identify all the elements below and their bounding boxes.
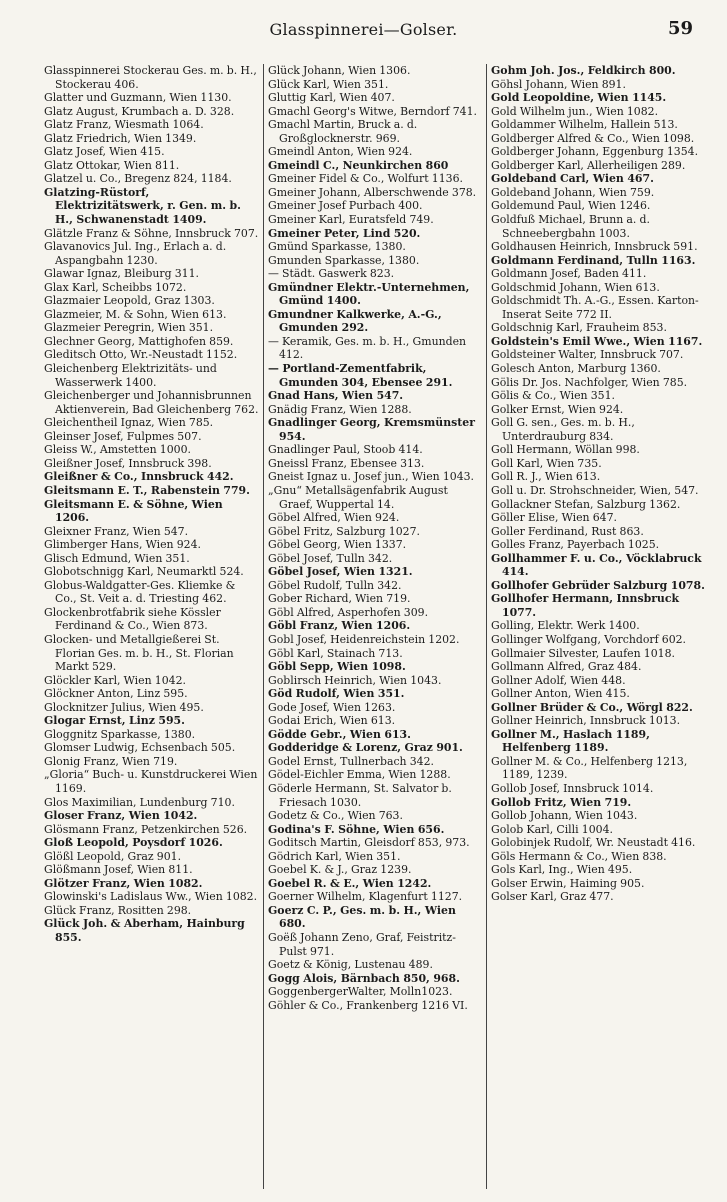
directory-entry: Goldstein's Emil Wwe., Wien 1167. <box>491 334 703 348</box>
directory-entry: Göbl Karl, Stainach 713. <box>268 646 403 660</box>
directory-entry: Gluttig Karl, Wien 407. <box>268 91 395 105</box>
directory-entry: Gmachl Georg's Witwe, Berndorf 741. <box>268 104 477 118</box>
directory-entry: Glimberger Hans, Wien 924. <box>44 538 201 552</box>
directory-entry: Gollmaier Silvester, Laufen 1018. <box>491 646 675 660</box>
directory-entry: Goldberger Alfred & Co., Wien 1098. <box>491 131 695 145</box>
directory-entry: Glößl Leopold, Graz 901. <box>44 849 182 863</box>
directory-entry: Goll R. J., Wien 613. <box>491 470 601 484</box>
directory-entry: Gleitsmann E. & Söhne, Wien 1206. <box>44 497 223 525</box>
directory-entry: Göbel Georg, Wien 1337. <box>268 538 407 552</box>
directory-entry: Göbl Franz, Wien 1206. <box>268 619 411 633</box>
directory-entry: Glax Karl, Scheibbs 1072. <box>44 280 187 294</box>
directory-entry: Gleichenberger und Johannisbrunnen Aktienverein, Bad Gleichenberg 762. <box>44 389 259 416</box>
directory-entry: Godina's F. Söhne, Wien 656. <box>268 822 445 836</box>
directory-entry: Göbel Fritz, Salzburg 1027. <box>268 524 420 538</box>
directory-entry: Glomser Ludwig, Echsenbach 505. <box>44 741 236 755</box>
directory-entry: Gmeiner Johann, Alberschwende 378. <box>268 185 477 199</box>
directory-entry: Glazmaier Leopold, Graz 1303. <box>44 294 215 308</box>
directory-entry: Goll u. Dr. Strohschneider, Wien, 547. <box>491 483 699 497</box>
directory-entry: Gleinser Josef, Fulpmes 507. <box>44 429 202 443</box>
directory-column-left <box>40 64 263 1189</box>
directory-entry: Glatter und Guzmann, Wien 1130. <box>44 91 232 105</box>
directory-entry: Gollinger Wolfgang, Vorchdorf 602. <box>491 632 687 646</box>
directory-entry: Goebel K. & J., Graz 1239. <box>268 863 412 877</box>
directory-entry: Glösmann Franz, Petzenkirchen 526. <box>44 822 248 836</box>
directory-entry: Goblirsch Heinrich, Wien 1043. <box>268 673 442 687</box>
directory-column-right <box>486 64 709 1189</box>
directory-entry: Glockenbrotfabrik siehe Kössler Ferdinand & Co., Wien 873. <box>44 605 221 633</box>
directory-entry: Gnad Hans, Wien 547. <box>268 389 404 403</box>
directory-entry: — Städt. Gaswerk 823. <box>268 267 395 281</box>
directory-entry: Goll Karl, Wien 735. <box>491 456 602 470</box>
directory-entry: Gölis & Co., Wien 351. <box>491 389 615 403</box>
directory-entry: Glätzle Franz & Söhne, Innsbruck 707. <box>44 226 259 240</box>
directory-entry: Göbl Alfred, Asperhofen 309. <box>268 605 429 619</box>
directory-entry: Golobinjek Rudolf, Wr. Neustadt 416. <box>491 836 696 850</box>
directory-entry: Glatz Friedrich, Wien 1349. <box>44 131 197 145</box>
directory-entry: Gollner Anton, Wien 415. <box>491 687 630 701</box>
directory-entry: Goldschnig Karl, Frauheim 853. <box>491 321 667 335</box>
directory-entry: Glötzer Franz, Wien 1082. <box>44 876 203 890</box>
page-header <box>0 0 727 50</box>
directory-entry: Göderle Hermann, St. Salvator b. Friesach 1030. <box>268 781 452 809</box>
directory-entry: Glisch Edmund, Wien 351. <box>44 551 190 565</box>
directory-entry: Göbel Josef, Tulln 342. <box>268 551 393 565</box>
directory-entry: Göls Hermann & Co., Wien 838. <box>491 849 667 863</box>
directory-entry: Golesch Anton, Marburg 1360. <box>491 362 661 376</box>
directory-entry: Göbel Alfred, Wien 924. <box>268 511 400 525</box>
directory-entry: Goerz C. P., Ges. m. b. H., Wien 680. <box>268 903 456 931</box>
directory-entry: Gobl Josef, Heidenreichstein 1202. <box>268 632 460 646</box>
directory-entry: Glocknitzer Julius, Wien 495. <box>44 700 204 714</box>
directory-entry: Gold Wilhelm jun., Wien 1082. <box>491 104 659 118</box>
directory-entry: Gleixner Franz, Wien 547. <box>44 524 189 538</box>
directory-entry: Gleiss W., Amstetten 1000. <box>44 443 191 457</box>
directory-entry: Gols Karl, Ing., Wien 495. <box>491 863 633 877</box>
directory-entry: Glazmeier, M. & Sohn, Wien 613. <box>44 307 227 321</box>
directory-entry: Gleißner & Co., Innsbruck 442. <box>44 470 234 484</box>
directory-entry: Godderidge & Lorenz, Graz 901. <box>268 741 463 755</box>
directory-entry: Golob Karl, Cilli 1004. <box>491 822 613 836</box>
directory-entry: Goldsteiner Walter, Innsbruck 707. <box>491 348 684 362</box>
directory-entry: Glück Joh. & Aberham, Hainburg 855. <box>44 917 245 944</box>
directory-entry: Glößmann Josef, Wien 811. <box>44 863 193 877</box>
directory-entry: Golles Franz, Payerbach 1025. <box>491 538 660 552</box>
directory-entry: Göbel Josef, Wien 1321. <box>268 565 413 579</box>
directory-entry: Goll Hermann, Wöllan 998. <box>491 443 640 457</box>
directory-entry: Gödde Gebr., Wien 613. <box>268 727 411 741</box>
directory-entry: Göd Rudolf, Wien 351. <box>268 687 405 701</box>
directory-entry: Glatz Franz, Wiesmath 1064. <box>44 118 204 132</box>
directory-entry: Goerner Wilhelm, Klagenfurt 1127. <box>268 890 463 904</box>
directory-entry: Goller Ferdinand, Rust 863. <box>491 524 644 538</box>
directory-entry: Gmeindl C., Neunkirchen 860 <box>268 158 449 172</box>
directory-entry: Gnadlinger Georg, Kremsmünster 954. <box>268 416 475 443</box>
directory-entry: Göller Elise, Wien 647. <box>491 511 617 525</box>
directory-column-middle <box>263 64 486 1189</box>
directory-entry: Goldmann Ferdinand, Tulln 1163. <box>491 253 696 267</box>
directory-entry: Gollner M., Haslach 1189, Helfenberg 1189. <box>491 727 650 755</box>
directory-entry: Göbel Rudolf, Tulln 342. <box>268 578 402 592</box>
directory-entry: Gollmann Alfred, Graz 484. <box>491 660 642 674</box>
directory-entry: Godai Erich, Wien 613. <box>268 714 396 728</box>
directory-entry: Gmunden Sparkasse, 1380. <box>268 253 420 267</box>
directory-entry: Gmachl Martin, Bruck a. d. Großglocknerstr. 969. <box>268 118 418 145</box>
directory-entry: Glück Karl, Wien 351. <box>268 77 389 91</box>
directory-entry: Glatz August, Krumbach a. D. 328. <box>44 104 235 118</box>
directory-entry: Gnadlinger Paul, Stoob 414. <box>268 443 423 457</box>
directory-entry: Gödel-Eichler Emma, Wien 1288. <box>268 768 451 782</box>
directory-entry: Godel Ernst, Tullnerbach 342. <box>268 754 434 768</box>
directory-entry: Gode Josef, Wien 1263. <box>268 700 396 714</box>
directory-entry: Glatzing-Rüstorf, Elektrizitätswerk, r. Gen. m. b. H., Schwanenstadt 1409. <box>44 185 241 227</box>
directory-entry: Glatzel u. Co., Bregenz 824, 1184. <box>44 172 232 186</box>
directory-entry: Goëß Johann Zeno, Graf, Feistritz-Pulst 971. <box>268 931 456 958</box>
directory-entry: Glocken- und Metallgießerei St. Florian Ges. m. b. H., St. Florian Markt 529. <box>44 632 234 674</box>
directory-entry: Gleichenberg Elektrizitäts- und Wasserwerk 1400. <box>44 362 217 389</box>
directory-entry: Gollob Johann, Wien 1043. <box>491 809 638 823</box>
directory-entry: Gleditsch Otto, Wr.-Neustadt 1152. <box>44 348 238 362</box>
directory-entry: „Gloria“ Buch- u. Kunstdruckerei Wien 1169. <box>44 768 258 795</box>
directory-entry: Glatz Josef, Wien 415. <box>44 145 165 159</box>
directory-entry: Golker Ernst, Wien 924. <box>491 402 624 416</box>
directory-entry: Glechner Georg, Mattighofen 859. <box>44 334 234 348</box>
directory-entry: Gohm Joh. Jos., Feldkirch 800. <box>491 64 676 77</box>
directory-columns <box>40 64 710 1189</box>
directory-entry: Goldeband Johann, Wien 759. <box>491 185 655 199</box>
directory-entry: Gmündner Elektr.-Unternehmen, Gmünd 1400. <box>268 280 470 308</box>
page-number: 59 <box>667 18 693 39</box>
directory-entry: Gmünd Sparkasse, 1380. <box>268 240 406 254</box>
directory-entry: Glazmeier Peregrin, Wien 351. <box>44 321 214 335</box>
directory-entry: Glavanovics Jul. Ing., Erlach a. d. Aspangbahn 1230. <box>44 240 227 267</box>
directory-entry: Gmundner Kalkwerke, A.-G., Gmunden 292. <box>268 307 442 335</box>
directory-entry: Gleißner Josef, Innsbruck 398. <box>44 456 212 470</box>
directory-entry: Glos Maximilian, Lundenburg 710. <box>44 795 235 809</box>
directory-entry: Goll G. sen., Ges. m. b. H., Unterdrauburg 834. <box>491 416 635 443</box>
running-head-title: Glasspinnerei—Golser. <box>269 20 458 39</box>
directory-entry: Gmeiner Josef Purbach 400. <box>268 199 423 213</box>
directory-entry: Goetz & König, Lustenau 489. <box>268 958 433 972</box>
directory-entry: Glawar Ignaz, Bleiburg 311. <box>44 267 199 281</box>
directory-entry: — Keramik, Ges. m. b. H., Gmunden 412. <box>268 334 467 362</box>
directory-entry: Gollob Josef, Innsbruck 1014. <box>491 781 654 795</box>
directory-entry: Glatz Ottokar, Wien 811. <box>44 158 180 172</box>
directory-entry: Göhler & Co., Frankenberg 1216 VI. <box>268 998 468 1012</box>
directory-entry: Goebel R. & E., Wien 1242. <box>268 876 432 890</box>
directory-entry: Gmeiner Karl, Euratsfeld 749. <box>268 213 434 227</box>
directory-entry: Glöckner Anton, Linz 595. <box>44 687 188 701</box>
directory-entry: Gölis Dr. Jos. Nachfolger, Wien 785. <box>491 375 688 389</box>
directory-entry: Gollner Brüder & Co., Wörgl 822. <box>491 700 693 714</box>
directory-entry: Golser Erwin, Haiming 905. <box>491 876 645 890</box>
directory-entry: Glowinski's Ladislaus Ww., Wien 1082. <box>44 890 258 904</box>
directory-entry: Godetz & Co., Wien 763. <box>268 809 403 823</box>
directory-entry: Goldmann Josef, Baden 411. <box>491 267 647 281</box>
directory-entry: Gollhammer F. u. Co., Vöcklabruck 414. <box>491 551 702 579</box>
directory-entry: Globotschnigg Karl, Neumarktl 524. <box>44 565 244 579</box>
directory-entry: Gloß Leopold, Poysdorf 1026. <box>44 836 223 850</box>
directory-entry: Goldschmidt Th. A.-G., Essen. Karton-Inserat Seite 772 II. <box>491 294 699 321</box>
directory-entry: Gneissl Franz, Ebensee 313. <box>268 456 425 470</box>
directory-entry: Gmeindl Anton, Wien 924. <box>268 145 413 159</box>
directory-entry: Gollhofer Hermann, Innsbruck 1077. <box>491 592 680 619</box>
directory-entry: Gloggnitz Sparkasse, 1380. <box>44 727 196 741</box>
directory-entry: Gollner Adolf, Wien 448. <box>491 673 626 687</box>
directory-entry: Gollner Heinrich, Innsbruck 1013. <box>491 714 681 728</box>
directory-entry: Goldhausen Heinrich, Innsbruck 591. <box>491 240 698 254</box>
directory-entry: Gollner M. & Co., Helfenberg 1213, 1189, 1239. <box>491 754 688 782</box>
directory-entry: GoggenbergerWalter, Molln1023. <box>268 985 453 999</box>
directory-entry: Goldberger Johann, Eggenburg 1354. <box>491 145 699 159</box>
directory-entry: Glück Franz, Rositten 298. <box>44 903 192 917</box>
directory-entry: Göbl Sepp, Wien 1098. <box>268 660 406 674</box>
directory-entry: „Gnu“ Metallsägenfabrik August Graef, Wuppertal 14. <box>268 483 448 511</box>
directory-entry: Gogg Alois, Bärnbach 850, 968. <box>268 971 460 985</box>
directory-entry: Gloser Franz, Wien 1042. <box>44 809 198 823</box>
directory-entry: Gollhofer Gebrüder Salzburg 1078. <box>491 578 705 592</box>
directory-entry: Goldschmid Johann, Wien 613. <box>491 280 660 294</box>
directory-entry: Glück Johann, Wien 1306. <box>268 64 411 77</box>
directory-entry: Gnädig Franz, Wien 1288. <box>268 402 412 416</box>
directory-entry: Gober Richard, Wien 719. <box>268 592 411 606</box>
directory-entry: Glonig Franz, Wien 719. <box>44 754 178 768</box>
directory-entry: Gollackner Stefan, Salzburg 1362. <box>491 497 681 511</box>
directory-entry: Goditsch Martin, Gleisdorf 853, 973. <box>268 836 470 850</box>
directory-entry: Gödrich Karl, Wien 351. <box>268 849 401 863</box>
directory-entry: Globus-Waldgatter-Ges. Kliemke & Co., St. Veit a. d. Triesting 462. <box>44 578 236 606</box>
directory-entry: Gmeiner Fidel & Co., Wolfurt 1136. <box>268 172 463 186</box>
directory-entry: Gollob Fritz, Wien 719. <box>491 795 632 809</box>
directory-entry: Gmeiner Peter, Lind 520. <box>268 226 421 240</box>
directory-entry: Goldeband Carl, Wien 467. <box>491 172 654 186</box>
directory-entry: Glöckler Karl, Wien 1042. <box>44 673 186 687</box>
directory-entry: Golling, Elektr. Werk 1400. <box>491 619 640 633</box>
directory-entry: Gleichentheil Ignaz, Wien 785. <box>44 416 214 430</box>
directory-entry: Goldfuß Michael, Brunn a. d. Schneebergbahn 1003. <box>491 213 650 240</box>
directory-entry: Goldberger Karl, Allerheiligen 289. <box>491 158 686 172</box>
directory-entry: — Portland-Zementfabrik, Gmunden 304, Ebensee 291. <box>268 362 453 389</box>
directory-entry: Glasspinnerei Stockerau Ges. m. b. H., Stockerau 406. <box>44 64 257 91</box>
directory-entry: Gneist Ignaz u. Josef jun., Wien 1043. <box>268 470 475 484</box>
directory-entry: Goldemund Paul, Wien 1246. <box>491 199 651 213</box>
directory-entry: Golser Karl, Graz 477. <box>491 890 614 904</box>
directory-entry: Goldammer Wilhelm, Hallein 513. <box>491 118 678 132</box>
directory-entry: Gleitsmann E. T., Rabenstein 779. <box>44 483 250 497</box>
directory-entry: Gold Leopoldine, Wien 1145. <box>491 91 667 105</box>
directory-entry: Glogar Ernst, Linz 595. <box>44 714 185 728</box>
directory-entry: Göhsl Johann, Wien 891. <box>491 77 626 91</box>
